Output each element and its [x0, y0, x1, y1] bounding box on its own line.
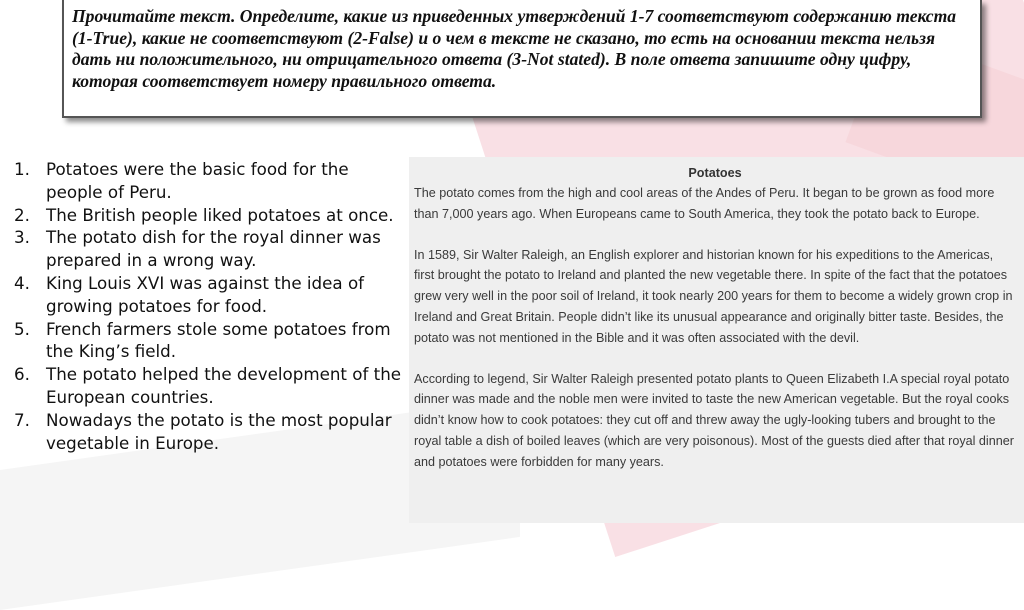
statement-item	[14, 226, 406, 272]
statement-text: King Louis XVI was against the idea of growing potatoes for food.	[46, 272, 365, 316]
statement-item	[14, 158, 406, 204]
statement-text: The potato helped the development of the European countries.	[46, 364, 402, 407]
statement-text: Potatoes were the basic food for the people of Peru.	[46, 159, 349, 202]
statement-number: 2.	[14, 204, 30, 225]
statement-item	[14, 318, 406, 364]
statement-text: Nowadays the potato is the most popular vegetable in Europe.	[46, 409, 392, 453]
statement-number: 3.	[14, 227, 30, 248]
statement-number: 5.	[14, 318, 30, 339]
statements-list	[14, 158, 406, 454]
statement-text: The British people liked potatoes at once.	[46, 204, 394, 225]
statement-number: 1.	[14, 159, 30, 179]
task-instruction-text: Прочитайте текст. Определите, какие из приведенных утверждений 1-7 соответствуют содержанию текста (1-True), какие не соответствуют (2-False) и о чем в тексте не сказано, то есть на основании текста нельзя дать ни положительного, ни отрицательного ответа (3-Not stated). В поле ответа запишите одну цифру, которая соответствует номеру правильного ответа.	[72, 6, 957, 91]
statement-text: French farmers stole some potatoes from the King’s field.	[46, 318, 391, 362]
task-instruction-box	[62, 0, 982, 118]
statement-text: The potato dish for the royal dinner was prepared in a wrong way.	[46, 227, 381, 271]
statement-number: 4.	[14, 272, 30, 293]
statement-item	[14, 409, 406, 455]
reading-paragraph: The potato comes from the high and cool areas of the Andes of Peru. It began to be grown as food more than 7,000 years ago. When Europeans came to South America, they took the potato back to Europe.	[414, 186, 995, 221]
statement-item	[14, 272, 406, 318]
reading-text-panel	[409, 157, 1024, 523]
statement-number: 7.	[14, 409, 30, 430]
reading-paragraph: According to legend, Sir Walter Raleigh presented potato plants to Queen Elizabeth I.A special royal potato dinner was made and the noble men were invited to taste the new American vegetable. But the royal cooks didn’t know how to cook potatoes: they cut off and threw away the ugly-looking tubers and brought to the royal table a dish of boiled leaves (which are very poisonous). Most of the guests died after that royal dinner and potatoes were forbidden for many years.	[414, 371, 1014, 469]
reading-paragraph: In 1589, Sir Walter Raleigh, an English explorer and historian known for his expeditions to the Americas, first brought the potato to Ireland and planted the new vegetable there. In spite of the fact that the potatoes grew very well in the poor soil of Ireland, it took nearly 200 years for them to become a widely grown crop in Ireland and Great Britain. People didn’t like its unusual appearance and originally bitter taste. Besides, the potato was not mentioned in the Bible and it was often associated with the devil.	[414, 247, 1013, 345]
statement-item	[14, 204, 406, 227]
statement-number: 6.	[14, 364, 30, 385]
statement-item	[14, 363, 406, 409]
reading-title: Potatoes	[688, 166, 742, 180]
